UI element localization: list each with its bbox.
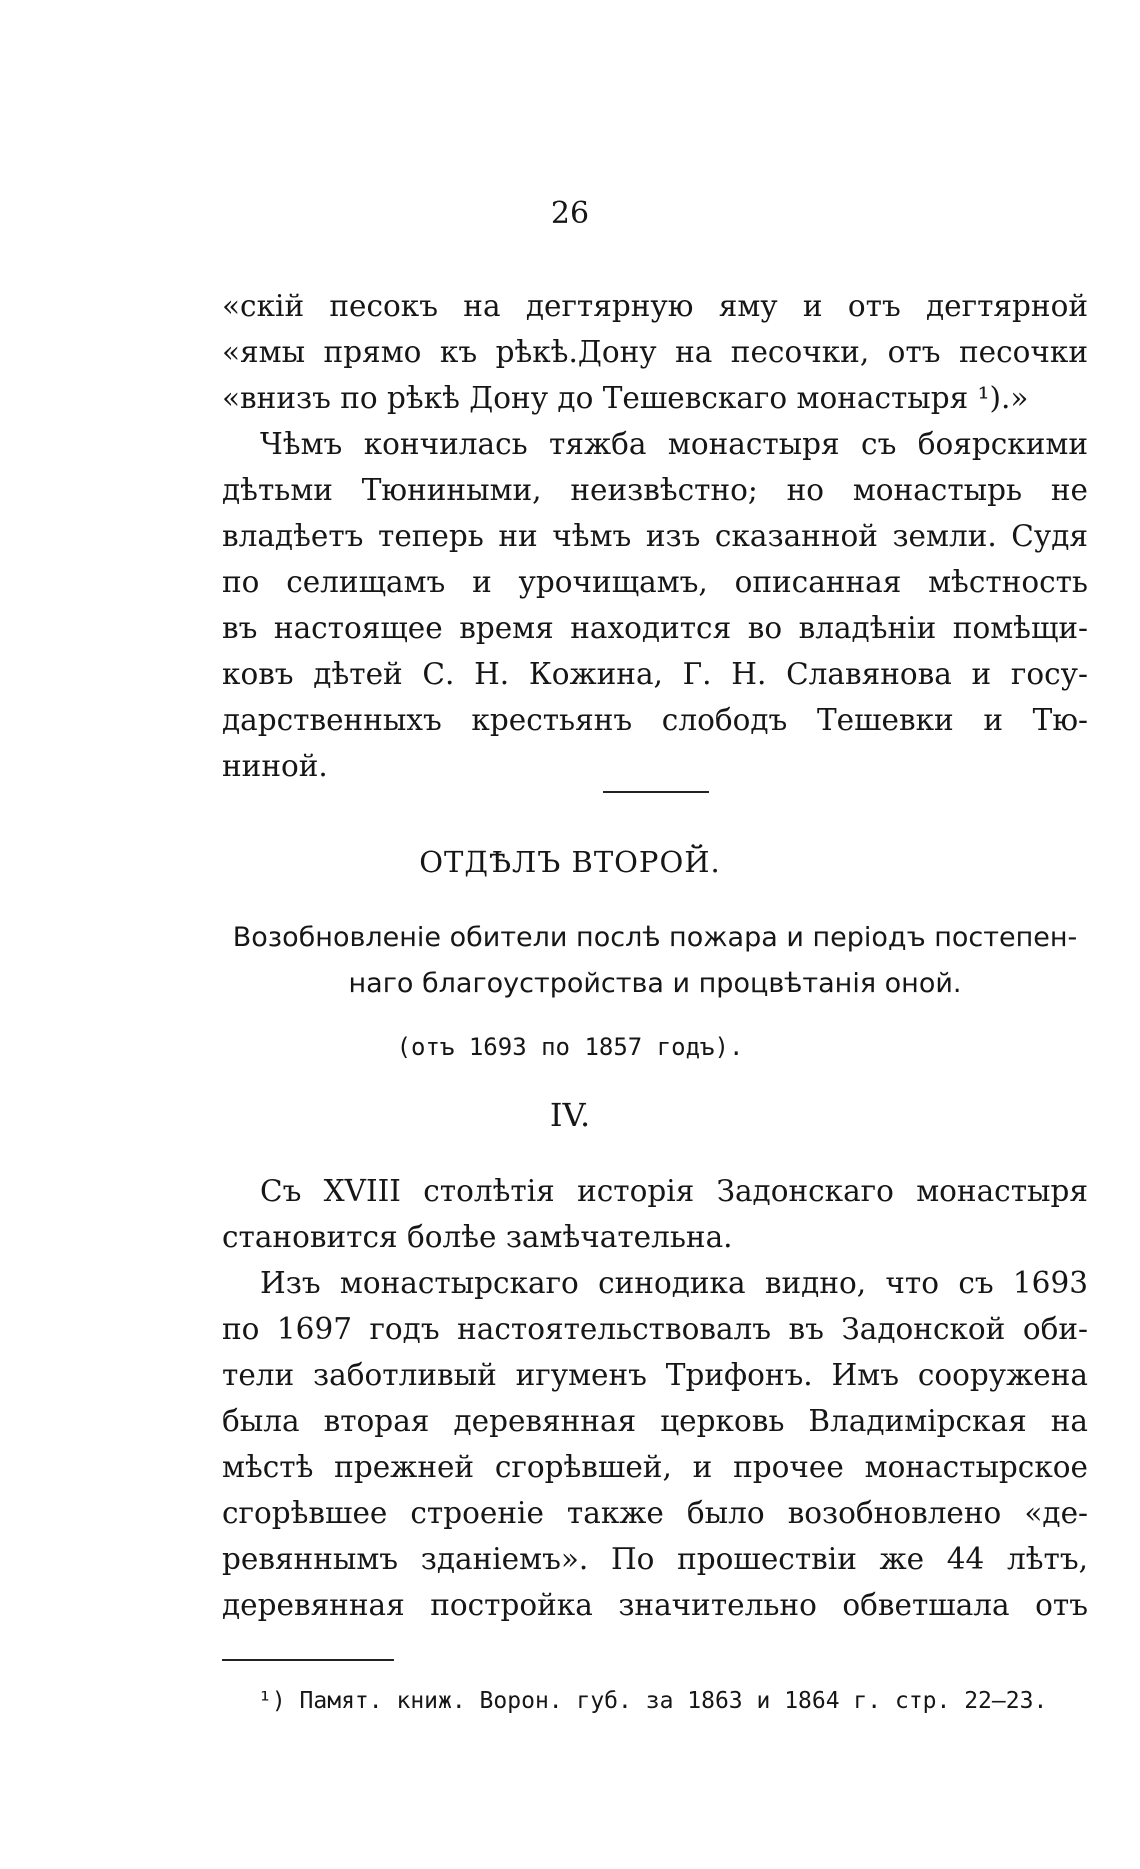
section-divider — [603, 791, 709, 793]
page-number: 26 — [550, 196, 590, 231]
text-line: въ настоящее время находится во владѣніи помѣщи- — [222, 611, 1088, 645]
text-line: ревяннымъ зданіемъ». По прошествіи же 44 лѣтъ, — [222, 1542, 1088, 1576]
text-line: становится болѣе замѣчательна. — [222, 1220, 733, 1254]
text-line: Чѣмъ кончилась тяжба монастыря съ боярскими — [260, 427, 1088, 461]
section-subtitle — [222, 915, 1088, 1007]
text-line: «скій песокъ на дегтярную яму и отъ дегтярной — [222, 289, 1088, 323]
text-line: по 1697 годъ настоятельствовалъ въ Задонской оби- — [222, 1312, 1088, 1346]
text-line: владѣетъ теперь ни чѣмъ изъ сказанной земли. Судя — [222, 519, 1088, 553]
text-line: «ямы прямо къ рѣкѣ.Дону на песочки, отъ песочки — [222, 335, 1088, 369]
text-line: Съ XVIII столѣтія исторія Задонскаго монастыря — [260, 1174, 1088, 1208]
text-line: мѣстѣ прежней сгорѣвшей, и прочее монастырское — [222, 1450, 1088, 1484]
bottom-text — [222, 1168, 1088, 1628]
text-line: Изъ монастырскаго синодика видно, что съ 1693 — [260, 1266, 1088, 1300]
text-line: деревянная постройка значительно обветшала отъ — [222, 1588, 1088, 1622]
chapter-number: IV. — [549, 1096, 591, 1134]
text-line: сгорѣвшее строеніе также было возобновлено «де- — [222, 1496, 1088, 1530]
text-line: была вторая деревянная церковь Владимірская на — [222, 1404, 1088, 1438]
text-line: ниной. — [222, 749, 328, 783]
subtitle-line: наго благоустройства и процвѣтанія оной. — [348, 968, 962, 999]
section-title: ОТДѢЛЪ ВТОРОЙ. — [419, 845, 721, 879]
text-line: дарственныхъ крестьянъ слободъ Тешевки и Тю- — [222, 703, 1088, 737]
footnote-divider — [222, 1659, 394, 1661]
text-line: тели заботливый игуменъ Трифонъ. Имъ сооружена — [222, 1358, 1088, 1392]
text-line: дѣтьми Тюниными, неизвѣстно; но монастырь не — [222, 473, 1088, 507]
subtitle-line: Возобновленіе обители послѣ пожара и періодъ постепен- — [232, 922, 1078, 953]
text-line: ковъ дѣтей С. Н. Кожина, Г. Н. Славянова и госу- — [222, 657, 1088, 691]
text-line: «внизъ по рѣкѣ Дону до Тешевскаго монастыря ¹).» — [222, 381, 1029, 415]
text-line: по селищамъ и урочищамъ, описанная мѣстность — [222, 565, 1088, 599]
date-range: (отъ 1693 по 1857 годъ). — [396, 1033, 744, 1061]
footnote: ¹) Памят. книж. Ворон. губ. за 1863 и 1864 г. стр. 22—23. — [258, 1688, 1048, 1714]
top-text — [222, 283, 1088, 789]
